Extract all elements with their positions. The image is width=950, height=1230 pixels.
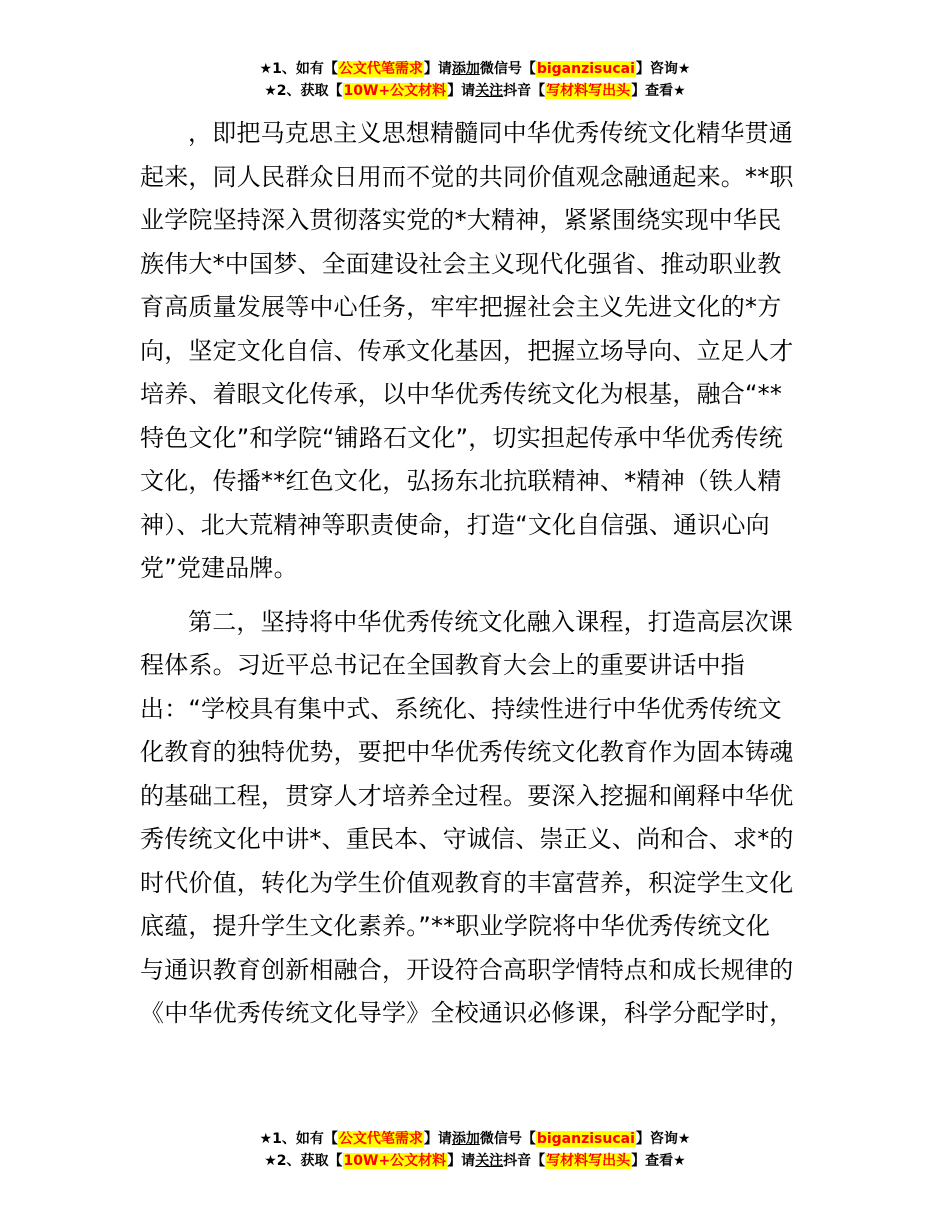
highlight-materials: 10W+公文材料 bbox=[343, 1153, 447, 1169]
footer-line-2: ★2、获取【10W+公文材料】请关注抖音【写材料写出头】查看★ bbox=[264, 1153, 686, 1169]
header-line-2: ★2、获取【10W+公文材料】请关注抖音【写材料写出头】查看★ bbox=[264, 83, 686, 99]
paragraph-1: ，即把马克思主义思想精髓同中华优秀传统文化精华贯通 起来，同人民群众日用而不觉的共同价值观念融通起来。**职 业学院坚持深入贯彻落实党的*大精神，紧紧围绕实现中华民 族伟大*中国梦、全面建设社会主义现代化强省、推动职业教 育高质量发展等中心任务，牢牢把握社会主义先进文化的*方 向，坚定文化自信、传承文化基因，把握立场导向、立足人才 培养、着眼文化传承，以中华优秀传统文化为根基，融合“** 特色文化”和学院“铺路石文化”，切实担起传承中华优秀传统 文化，传播**红色文化，弘扬东北抗联精神、*精神（铁人精 神）、北大荒精神等职责使命，打造“文化自信强、通识心向 党”党建品牌。 bbox=[140, 119, 794, 582]
highlight-service: 公文代笔需求 bbox=[338, 61, 423, 77]
highlight-douyin: 写材料写出头 bbox=[546, 1153, 631, 1169]
highlight-wechat-id: biganzisucai bbox=[536, 1131, 635, 1147]
highlight-materials: 10W+公文材料 bbox=[343, 83, 447, 99]
highlight-douyin: 写材料写出头 bbox=[546, 83, 631, 99]
header-banner bbox=[0, 58, 950, 102]
document-body bbox=[140, 112, 812, 1036]
highlight-service: 公文代笔需求 bbox=[338, 1131, 423, 1147]
footer-line-1: ★1、如有【公文代笔需求】请添加微信号【biganzisucai】咨询★ bbox=[259, 1131, 691, 1147]
paragraph-2: 第二，坚持将中华优秀传统文化融入课程，打造高层次课 程体系。习近平总书记在全国教育大会上的重要讲话中指 出：“学校具有集中式、系统化、持续性进行中华优秀传统文 化教育的独特优势，要把中华优秀传统文化教育作为固本铸魂 的基础工程，贯穿人才培养全过程。要深入挖掘和阐释中华优 秀传统文化中讲*、重民本、守诚信、崇正义、尚和合、求*的 时代价值，转化为学生价值观教育的丰富营养，积淀学生文化 底蕴，提升学生文化素养。”**职业学院将中华优秀传统文化 与通识教育创新相融合，开设符合高职学情特点和成长规律的 《中华优秀传统文化导学》全校通识必修课，科学分配学时， bbox=[140, 607, 794, 1027]
footer-banner bbox=[0, 1128, 950, 1172]
header-line-1: ★1、如有【公文代笔需求】请添加微信号【biganzisucai】咨询★ bbox=[259, 61, 691, 77]
highlight-wechat-id: biganzisucai bbox=[536, 61, 635, 77]
